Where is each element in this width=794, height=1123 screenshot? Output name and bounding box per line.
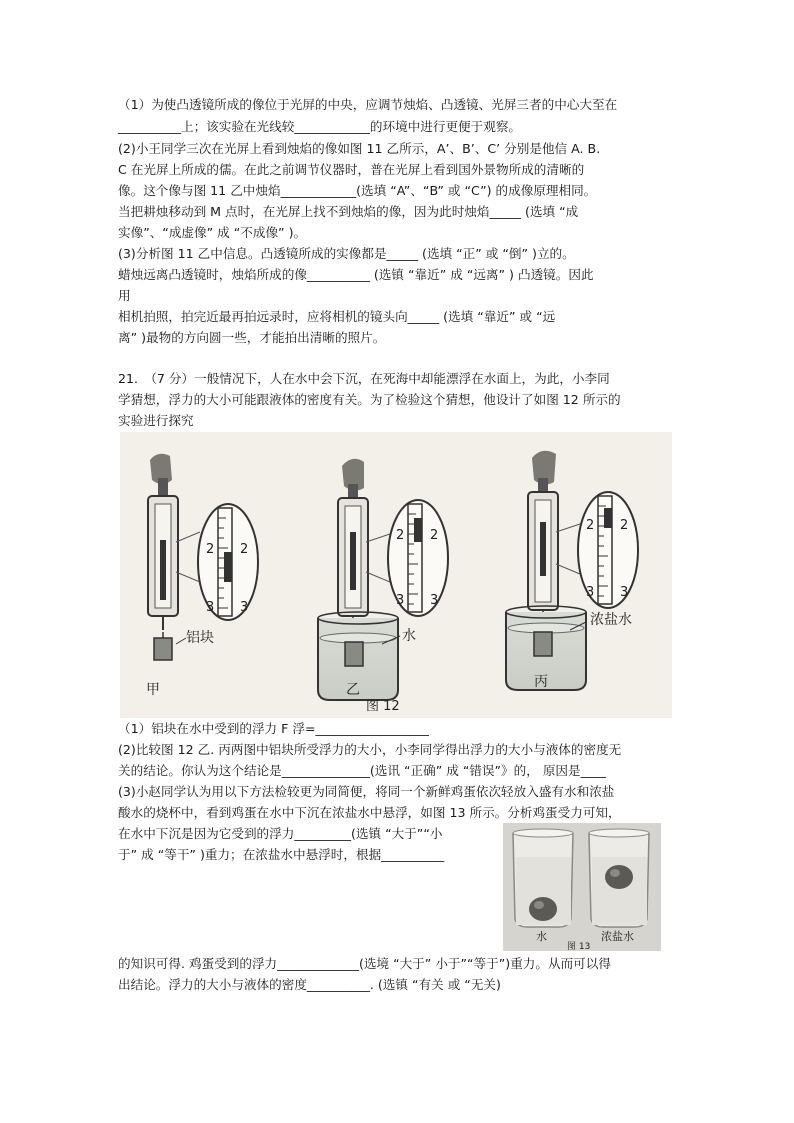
scale-mark-3-left: 3 <box>586 585 595 600</box>
beaker-water-egg <box>513 829 573 943</box>
q20-p3-line5: 离” )最物的方向圆一些，才能拍出清晰的照片。 <box>118 330 386 345</box>
scale-mark-3-right: 3 <box>620 585 629 600</box>
q21-s3-line1: (3)小赵同学认为用以下方法检较更为同简便，将同一个新鲜鸡蛋依次轻放入盛有水和浓盐 <box>118 784 615 799</box>
scale-mark-2-right: 2 <box>430 528 439 543</box>
q21-intro-line2: 学猜想，浮力的大小可能跟液体的密度有关。为了检验这个猜想，他设计了如图 12 所示的 <box>118 392 621 407</box>
q20-p2-line3: 像。这个像与图 11 乙中烛焰____________(选填 “A”、“B” 或 “C”) 的成像原理相同。 <box>118 183 597 198</box>
scale-mark-2-right: 2 <box>620 518 629 533</box>
figure-13 <box>503 823 661 951</box>
egg-suspended-icon <box>605 865 633 889</box>
figure-13-caption: 图 13 <box>567 942 591 951</box>
figure-12-drawing <box>120 432 672 718</box>
q21-s3-line5: 的知识可得. 鸡蛋受到的浮力_____________(选境 “大于” 小于”“等于”)重力。从而可以得 <box>118 956 611 971</box>
label-brine: 浓盐水 <box>601 930 634 943</box>
aluminum-block-icon <box>345 642 363 666</box>
scale-mark-2-left: 2 <box>206 542 215 557</box>
q21-s2-line1: (2)比较图 12 乙. 丙两图中铝块所受浮力的大小，小李同学得出浮力的大小与液体的密度无 <box>118 742 622 757</box>
figure-12-caption: 图 12 <box>366 699 400 714</box>
label-bing: 丙 <box>534 674 548 690</box>
q20-p3-line4: 相机拍照，拍完近最再拍远录时，应将相机的镜头向_____ (选填 “靠近” 或 “远 <box>118 309 556 324</box>
q20-p1-line2: __________上；该实验在光线较____________的环境中进行更便于观察。 <box>118 119 521 134</box>
q20-p2-line2: C 在光屏上所成的儒。在此之前调节仪器时，普在光屏上看到国外景物所成的清晰的 <box>118 162 585 177</box>
scale-mark-2-left: 2 <box>586 518 595 533</box>
scale-mark-3-left: 3 <box>206 600 215 615</box>
label-water: 水 <box>536 930 547 943</box>
label-brine: 浓盐水 <box>590 612 632 628</box>
q21-intro-line3: 实验进行探究 <box>118 413 194 428</box>
aluminum-block-icon <box>154 638 172 660</box>
q20-p1-line1: （1）为使凸透镜所成的像位于光屏的中央，应调节烛焰、凸透镜、光屏三者的中心大至在 <box>118 97 618 112</box>
scale-mark-2-right: 2 <box>240 542 249 557</box>
apparatus-bing <box>506 451 638 690</box>
apparatus-yi <box>318 459 448 714</box>
scale-mark-3-right: 3 <box>430 593 439 608</box>
label-water: 水 <box>402 628 416 644</box>
egg-sunk-icon <box>529 897 557 921</box>
q21-s3-line3: 在水中下沉是因为它受到的浮力_________(选镇 “大于”“小 <box>118 826 443 841</box>
q20-p2-line5: 实像”、“成虚像” 成 “不成像” )。 <box>118 225 307 240</box>
scale-mark-3-left: 3 <box>396 593 405 608</box>
apparatus-jia <box>146 454 258 698</box>
scale-mark-2-left: 2 <box>396 528 405 543</box>
beaker-brine-egg <box>589 829 649 943</box>
scale-mark-3-right: 3 <box>240 600 249 615</box>
figure-13-drawing <box>503 823 661 951</box>
q21-s3-line6: 出结论。浮力的大小与液体的密度__________. (选镇 “有关 或 “无关) <box>118 977 501 992</box>
aluminum-block-icon <box>534 632 552 656</box>
label-yi: 乙 <box>346 682 360 698</box>
q21-intro-line1: 21. （7 分）一般情况下，人在水中会下沉，在死海中却能漂浮在水面上，为此，小李同 <box>118 371 610 386</box>
q21-s3-line2: 酸水的烧杯中，看到鸡蛋在水中下沉在浓盐水中悬浮，如图 13 所示。分析鸡蛋受力可知， <box>118 805 621 820</box>
q21-s3-line4: 于” 成 “等干” )重力；在浓盐水中悬浮时，根据__________ <box>118 847 445 862</box>
q21-s1-line: （1）铝块在水中受到的浮力 F 浮=__________________ <box>118 721 429 736</box>
q20-p3-line1: (3)分析图 11 乙中信息。凸透镜所成的实像都是_____ (选填 “正” 或 “倒” )立的。 <box>118 246 575 261</box>
q20-p2-line4: 当把耕烛移动到 M 点时，在光屏上找不到烛焰的像，因为此时烛焰_____ (选填 “成 <box>118 204 579 219</box>
q21-s2-line2: 关的结论。你认为这个结论是______________(选讯 “正确” 成 “错误”》的， 原因是____ <box>118 763 606 778</box>
q20-p3-line3: 用 <box>118 288 131 303</box>
label-aluminum-block: 铝块 <box>186 630 214 646</box>
q20-p3-line2: 蜡烛远离凸透镜时，烛焰所成的像__________ (选镇 “靠近” 成 “远离” ) 凸透镜。因此 <box>118 267 594 282</box>
figure-12 <box>120 432 672 718</box>
q20-p2-line1: (2)小王同学三次在光屏上看到烛焰的像如图 11 乙所示，A’、B’、C’ 分别是他信 A. B. <box>118 141 601 156</box>
label-jia: 甲 <box>146 682 160 698</box>
